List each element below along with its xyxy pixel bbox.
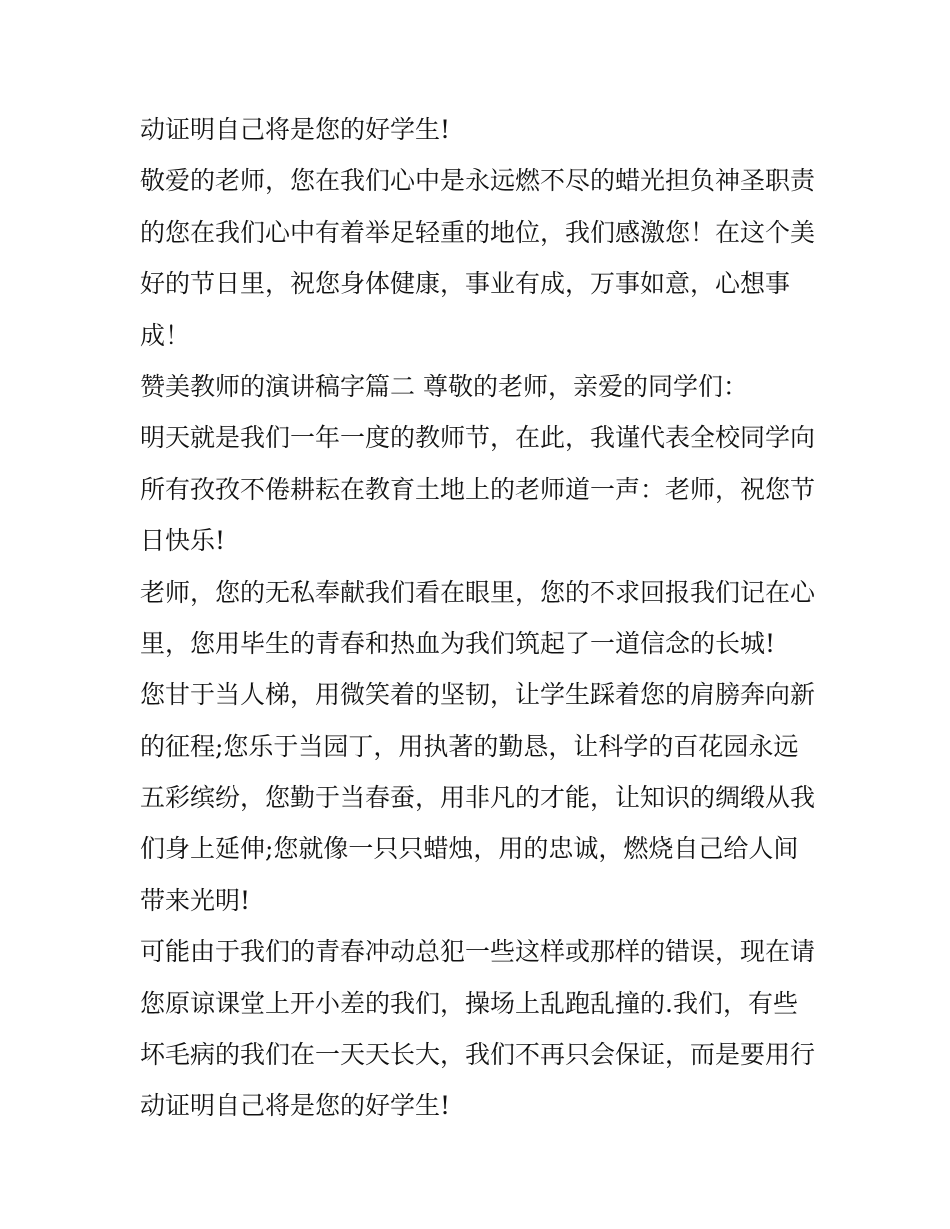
text-line: 老师，您的无私奉献我们看在眼里，您的不求回报我们记在心 — [140, 577, 816, 607]
text-line: 所有孜孜不倦耕耘在教育土地上的老师道一声：老师，祝您节 — [140, 474, 816, 504]
text-line: 可能由于我们的青春冲动总犯一些这样或那样的错误，现在请 — [140, 937, 816, 967]
text-line: 带来光明! — [140, 885, 251, 915]
text-line: 您原谅课堂上开小差的我们，操场上乱跑乱撞的.我们，有些 — [140, 988, 798, 1018]
text-line: 明天就是我们一年一度的教师节，在此，我谨代表全校同学向 — [140, 423, 816, 453]
document-body — [140, 104, 820, 1132]
text-line: 的您在我们心中有着举足轻重的地位，我们感激您！在这个美 — [140, 217, 816, 247]
section-heading-line: 赞美教师的演讲稿字篇二 尊敬的老师，亲爱的同学们： — [140, 371, 748, 401]
text-line: 里，您用毕生的青春和热血为我们筑起了一道信念的长城! — [140, 628, 776, 658]
text-line: 敬爱的老师，您在我们心中是永远燃不尽的蜡光担负神圣职责 — [140, 166, 816, 196]
text-line: 五彩缤纷，您勤于当春蚕，用非凡的才能，让知识的绸缎从我 — [140, 783, 816, 813]
text-line: 成！ — [140, 320, 191, 350]
text-line: 好的节日里，祝您身体健康，事业有成，万事如意，心想事 — [140, 269, 791, 299]
text-line: 坏毛病的我们在一天天长大，我们不再只会保证，而是要用行 — [140, 1040, 816, 1070]
text-line: 们身上延伸;您就像一只只蜡烛，用的忠诚，燃烧自己给人间 — [140, 834, 799, 864]
text-line: 的征程;您乐于当园丁，用执著的勤恳，让科学的百花园永远 — [140, 731, 799, 761]
text-line: 动证明自己将是您的好学生! — [140, 1091, 451, 1121]
text-line: 您甘于当人梯，用微笑着的坚韧，让学生踩着您的肩膀奔向新 — [140, 680, 816, 710]
text-line: 日快乐! — [140, 526, 226, 556]
text-line: 动证明自己将是您的好学生! — [140, 115, 451, 144]
